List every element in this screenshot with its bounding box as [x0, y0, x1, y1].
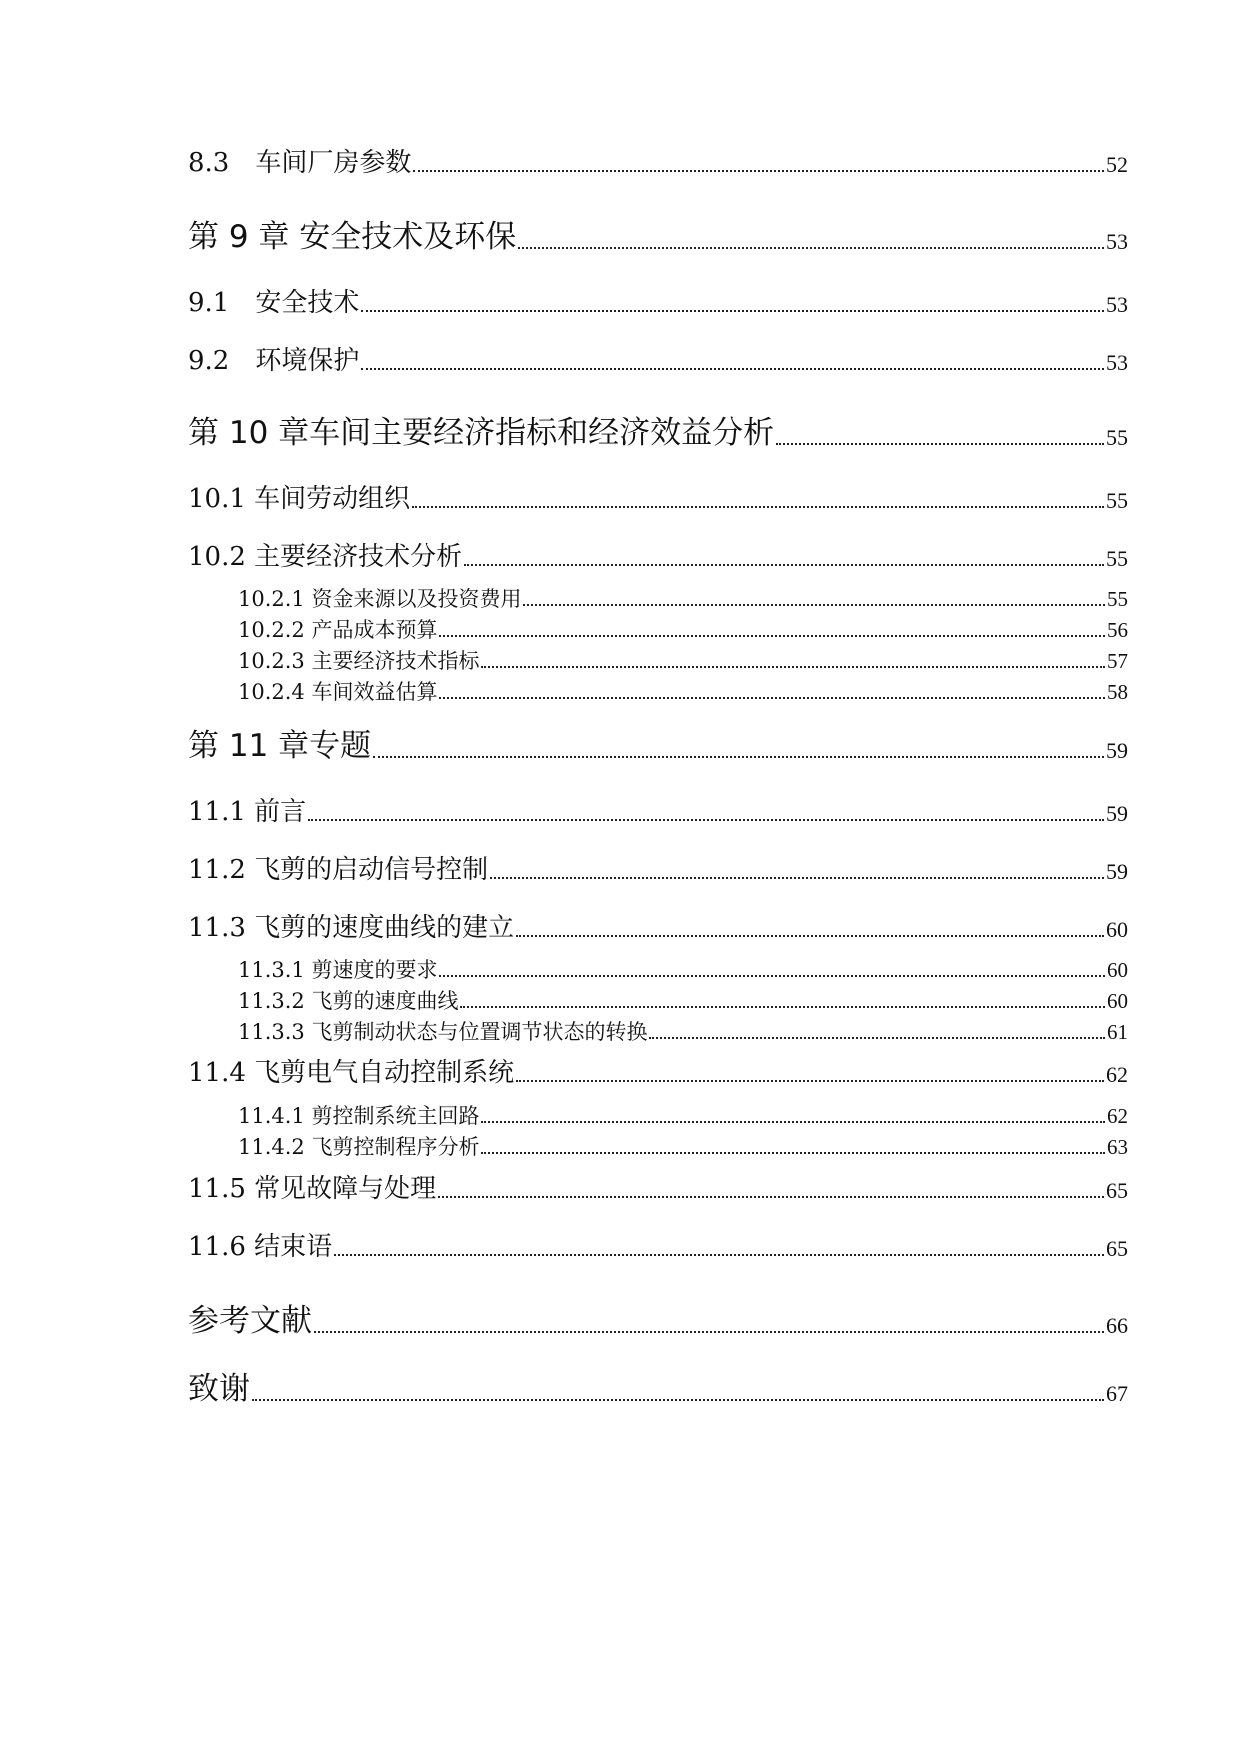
dot-leader	[373, 756, 1104, 758]
dot-leader	[361, 310, 1104, 312]
toc-entry-11-1[interactable]	[188, 799, 1128, 825]
toc-entry-9-2[interactable]	[188, 348, 1128, 374]
toc-title: 9.1 安全技术	[188, 288, 360, 318]
toc-entry-11-3-2[interactable]	[238, 991, 1128, 1012]
toc-page-number: 60	[1106, 917, 1128, 942]
toc-title: 11.3 飞剪的速度曲线的建立	[188, 913, 515, 943]
toc-entry-acknowledgements[interactable]	[188, 1371, 1128, 1407]
toc-page-number: 57	[1107, 649, 1128, 673]
toc-entry-10-1[interactable]	[188, 486, 1128, 512]
toc-page-number: 55	[1107, 587, 1128, 611]
toc-page-number: 65	[1106, 1236, 1128, 1261]
toc-entry-11-2[interactable]	[188, 857, 1128, 883]
toc-page-number: 58	[1107, 680, 1128, 704]
toc-entry-11-5[interactable]	[188, 1176, 1128, 1202]
toc-page-number: 59	[1106, 859, 1128, 884]
toc-title: 11.4.1 剪控制系统主回路	[238, 1104, 480, 1128]
toc-title: 11.3.2 飞剪的速度曲线	[238, 989, 459, 1013]
toc-page-number: 53	[1106, 292, 1128, 317]
toc-title: 致谢	[188, 1371, 250, 1407]
toc-page-number: 61	[1107, 1020, 1128, 1044]
toc-page-number: 59	[1106, 801, 1128, 826]
toc-title: 10.2.4 车间效益估算	[238, 680, 438, 704]
dot-leader	[314, 1331, 1104, 1333]
dot-leader	[252, 1399, 1104, 1401]
toc-page-number: 52	[1106, 152, 1128, 177]
dot-leader	[438, 1196, 1104, 1198]
toc-page-number: 60	[1107, 958, 1128, 982]
toc-page-number: 55	[1106, 425, 1128, 450]
toc-page-number: 55	[1106, 488, 1128, 513]
dot-leader	[308, 819, 1104, 821]
dot-leader	[439, 975, 1105, 977]
toc-page-number: 66	[1106, 1313, 1128, 1338]
dot-leader	[649, 1037, 1105, 1039]
toc-entry-10-2-3[interactable]	[238, 651, 1128, 672]
toc-entry-references[interactable]	[188, 1303, 1128, 1339]
toc-title: 第 11 章专题	[188, 728, 372, 764]
toc-page-number: 56	[1107, 618, 1128, 642]
toc-title: 第 10 章车间主要经济指标和经济效益分析	[188, 415, 775, 451]
toc-entry-11-4-1[interactable]	[238, 1106, 1128, 1127]
toc-entry-11-3-1[interactable]	[238, 960, 1128, 981]
dot-leader	[412, 506, 1104, 508]
toc-title: 11.6 结束语	[188, 1232, 333, 1262]
toc-title: 11.5 常见故障与处理	[188, 1174, 437, 1204]
dot-leader	[464, 564, 1104, 566]
toc-entry-10-2-1[interactable]	[238, 589, 1128, 610]
toc-page-number: 55	[1106, 546, 1128, 571]
toc-entry-chapter-10[interactable]	[188, 415, 1128, 451]
toc-title: 11.3.3 飞剪制动状态与位置调节状态的转换	[238, 1020, 648, 1044]
toc-title: 9.2 环境保护	[188, 346, 360, 376]
toc-entry-11-3[interactable]	[188, 915, 1128, 941]
toc-entry-10-2-4[interactable]	[238, 682, 1128, 703]
dot-leader	[413, 170, 1104, 172]
toc-entry-9-1[interactable]	[188, 290, 1128, 316]
toc-entry-11-4-2[interactable]	[238, 1137, 1128, 1158]
toc-entry-11-3-3[interactable]	[238, 1022, 1128, 1043]
dot-leader	[361, 368, 1104, 370]
dot-leader	[481, 666, 1105, 668]
dot-leader	[523, 604, 1105, 606]
toc-title: 参考文献	[188, 1303, 312, 1339]
toc-page-number: 60	[1107, 989, 1128, 1013]
toc-title: 10.2 主要经济技术分析	[188, 542, 463, 572]
dot-leader	[439, 635, 1105, 637]
toc-title: 10.1 车间劳动组织	[188, 484, 411, 514]
toc-entry-11-6[interactable]	[188, 1234, 1128, 1260]
toc-entry-10-2-2[interactable]	[238, 620, 1128, 641]
toc-title: 10.2.3 主要经济技术指标	[238, 649, 480, 673]
dot-leader	[516, 935, 1104, 937]
toc-page-number: 62	[1107, 1104, 1128, 1128]
toc-title: 10.2.1 资金来源以及投资费用	[238, 587, 522, 611]
dot-leader	[481, 1121, 1105, 1123]
dot-leader	[518, 247, 1104, 249]
toc-title: 10.2.2 产品成本预算	[238, 618, 438, 642]
toc-title: 11.1 前言	[188, 797, 307, 827]
toc-page-number: 65	[1106, 1178, 1128, 1203]
toc-title: 第 9 章 安全技术及环保	[188, 219, 517, 255]
toc-title: 11.4 飞剪电气自动控制系统	[188, 1058, 515, 1088]
toc-entry-chapter-11[interactable]	[188, 728, 1128, 764]
toc-page-number: 53	[1106, 229, 1128, 254]
dot-leader	[460, 1006, 1105, 1008]
dot-leader	[334, 1254, 1104, 1256]
toc-title: 11.3.1 剪速度的要求	[238, 958, 438, 982]
toc-title: 11.4.2 飞剪控制程序分析	[238, 1135, 480, 1159]
dot-leader	[516, 1080, 1104, 1082]
dot-leader	[481, 1152, 1105, 1154]
toc-page-number: 63	[1107, 1135, 1128, 1159]
toc-entry-11-4[interactable]	[188, 1060, 1128, 1086]
toc-page-number: 62	[1106, 1062, 1128, 1087]
dot-leader	[776, 443, 1104, 445]
toc-title: 11.2 飞剪的启动信号控制	[188, 855, 489, 885]
dot-leader	[490, 877, 1104, 879]
toc-entry-8-3[interactable]	[188, 150, 1128, 176]
toc-entry-10-2[interactable]	[188, 544, 1128, 570]
dot-leader	[439, 697, 1105, 699]
toc-page-number: 59	[1106, 738, 1128, 763]
toc-title: 8.3 车间厂房参数	[188, 148, 412, 178]
toc-entry-chapter-9[interactable]	[188, 219, 1128, 255]
toc-page-number: 53	[1106, 350, 1128, 375]
toc-page-number: 67	[1106, 1381, 1128, 1406]
